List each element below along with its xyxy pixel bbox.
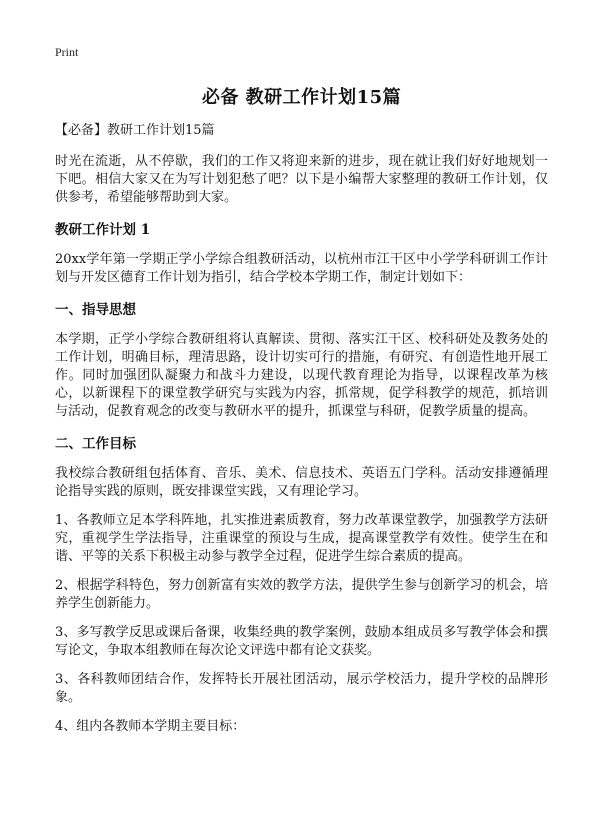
intro-paragraph: 时光在流逝，从不停歇，我们的工作又将迎来新的进步，现在就让我们好好地规划一下吧。相信大家又在为写计划犯愁了吧？以下是小编帮大家整理的教研工作计划，仅供参考，希望能够帮助到大家。 — [55, 154, 548, 205]
goals-paragraph: 我校综合教研组包括体育、音乐、美术、信息技术、英语五门学科。活动安排遵循理论指导实践的原则，既安排课堂实践，又有理论学习。 — [55, 466, 548, 499]
goal-item-3b: 3、各科教师团结合作，发挥特长开展社团活动，展示学校活力，提升学校的品牌形象。 — [55, 672, 548, 705]
print-link[interactable]: Print — [55, 45, 79, 59]
section-heading-guiding: 一、指导思想 — [55, 302, 136, 318]
document-subtitle: 【必备】教研工作计划15篇 — [55, 123, 215, 138]
goal-item-4: 4、组内各教师本学期主要目标： — [55, 719, 246, 734]
section-heading-plan-1: 教研工作计划 1 — [55, 222, 151, 238]
goal-item-2: 2、根据学科特色，努力创新富有实效的教学方法，提供学生参与创新学习的机会，培养学生创新能力。 — [55, 578, 548, 611]
goal-item-3: 3、多写教学反思或课后备课，收集经典的教学案例，鼓励本组成员多写教学体会和撰写论文，争取本组教师在每次论文评选中都有论文获奖。 — [55, 625, 548, 658]
guiding-paragraph: 本学期，正学小学综合教研组将认真解读、贯彻、落实江干区、校科研处及教务处的工作计划，明确目标，理清思路，设计切实可行的措施，有研究、有创造性地开展工作。同时加强团队凝聚力和战斗力建设，以现代教育理论为指导，以课程改革为核心，以新课程下的课堂教学研究与实践为内容，抓常规，促学科教学的规范，抓培训与活动，促教育观念的改变与教研水平的提升，抓课堂与科研，促教学质量的提高。 — [55, 332, 548, 419]
plan-1-paragraph: 20xx学年第一学期正学小学综合组教研活动，以杭州市江干区中小学学科研训工作计划与开发区德育工作计划为指引，结合学校本学期工作，制定计划如下： — [55, 252, 548, 285]
section-heading-goals: 二、工作目标 — [55, 436, 136, 452]
goal-item-1: 1、各教师立足本学科阵地，扎实推进素质教育，努力改革课堂教学，加强教学方法研究，重视学生学法指导，注重课堂的预设与生成，提高课堂教学有效性。使学生在和谐、平等的关系下积极主动参与教学全过程，促进学生综合素质的提高。 — [55, 513, 548, 564]
document-title: 必备 教研工作计划15篇 — [201, 87, 402, 108]
